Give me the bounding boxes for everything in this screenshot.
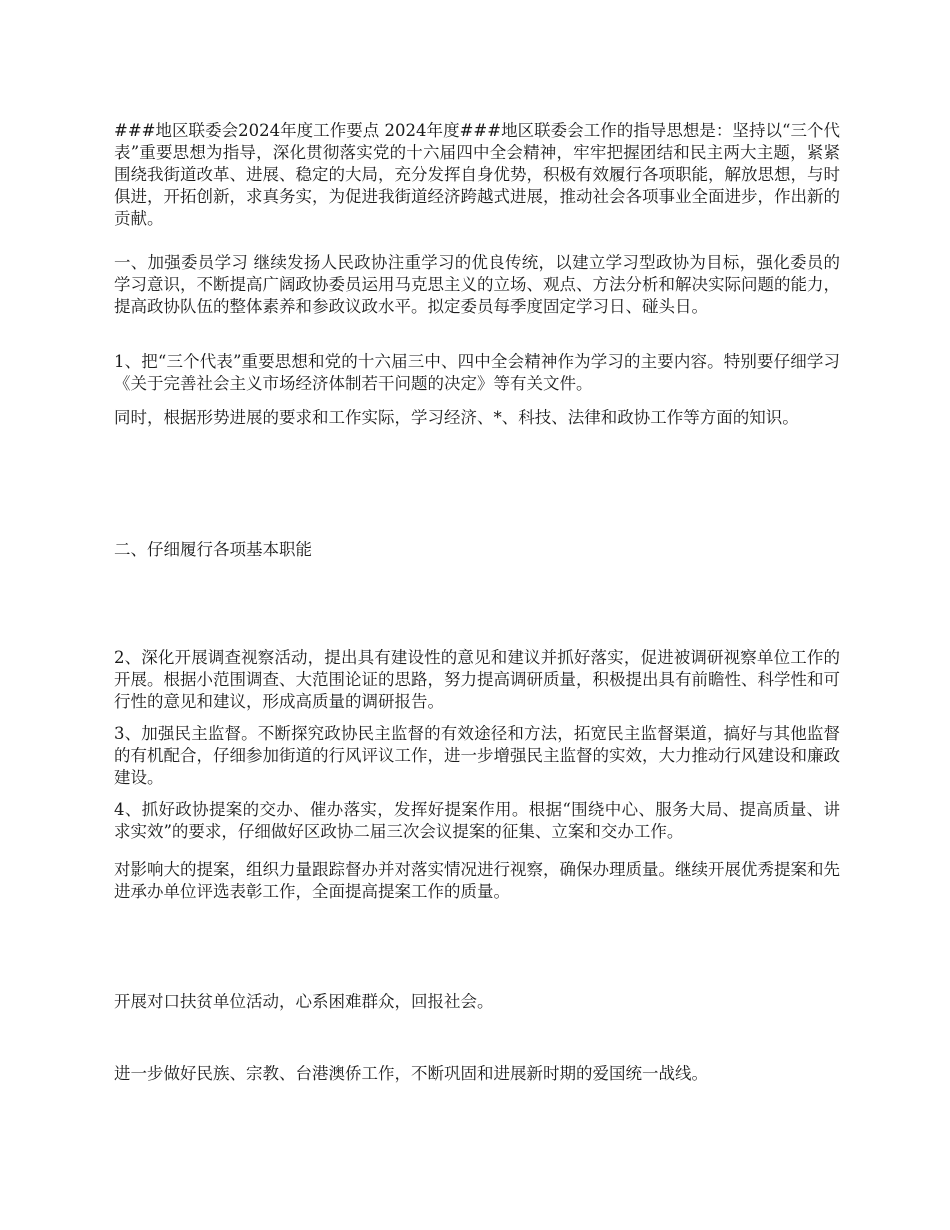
item-four-paragraph: 4、抓好政协提案的交办、催办落实，发挥好提案作用。根据“围绕中心、服务大局、提高质量、讲求实效”的要求，仔细做好区政协二届三次会议提案的征集、立案和交办工作。	[114, 800, 840, 841]
section-one-paragraph: 一、加强委员学习 继续发扬人民政协注重学习的优良传统，以建立学习型政协为目标，强化委员的学习意识，不断提高广阔政协委员运用马克思主义的立场、观点、方法分析和解决实际问题的能力，提高政协队伍的整体素养和参政议政水平。拟定委员每季度固定学习日、碰头日。	[114, 253, 840, 316]
item-two-paragraph: 2、深化开展调查视察活动，提出具有建设性的意见和建议并抓好落实，促进被调研视察单位工作的开展。根据小范围调查、大范围论证的思路，努力提高调研质量，积极提出具有前瞻性、科学性和可行性的意见和建议，形成高质量的调研报告。	[114, 648, 840, 711]
section-two-heading: 二、仔细履行各项基本职能	[114, 540, 312, 559]
proposal-followup-paragraph: 对影响大的提案，组织力量跟踪督办并对落实情况进行视察，确保办理质量。继续开展优秀提案和先进承办单位评选表彰工作，全面提高提案工作的质量。	[114, 860, 840, 901]
intro-paragraph: ###地区联委会2024年度工作要点 2024年度###地区联委会工作的指导思想是：坚持以“三个代表”重要思想为指导，深化贯彻落实党的十六届四中全会精神，牢牢把握团结和民主两大主题，紧紧围绕我街道改革、进展、稳定的大局，充分发挥自身优势，积极有效履行各项职能，解放思想，与时俱进，开拓创新，求真务实，为促进我街道经济跨越式进展，推动社会各项事业全面进步，作出新的贡献。	[114, 121, 840, 228]
poverty-relief-paragraph: 开展对口扶贫单位活动，心系困难群众，回报社会。	[114, 992, 494, 1011]
united-front-paragraph: 进一步做好民族、宗教、台港澳侨工作，不断巩固和进展新时期的爱国统一战线。	[114, 1064, 708, 1083]
study-scope-paragraph: 同时，根据形势进展的要求和工作实际，学习经济、*、科技、法律和政协工作等方面的知识。	[114, 408, 799, 427]
item-one-paragraph: 1、把“三个代表”重要思想和党的十六届三中、四中全会精神作为学习的主要内容。特别要仔细学习《关于完善社会主义市场经济体制若干问题的决定》等有关文件。	[114, 352, 840, 393]
item-three-paragraph: 3、加强民主监督。不断探究政协民主监督的有效途径和方法，拓宽民主监督渠道，搞好与其他监督的有机配合，仔细参加街道的行风评议工作，进一步增强民主监督的实效，大力推动行风建设和廉政建设。	[114, 724, 840, 787]
